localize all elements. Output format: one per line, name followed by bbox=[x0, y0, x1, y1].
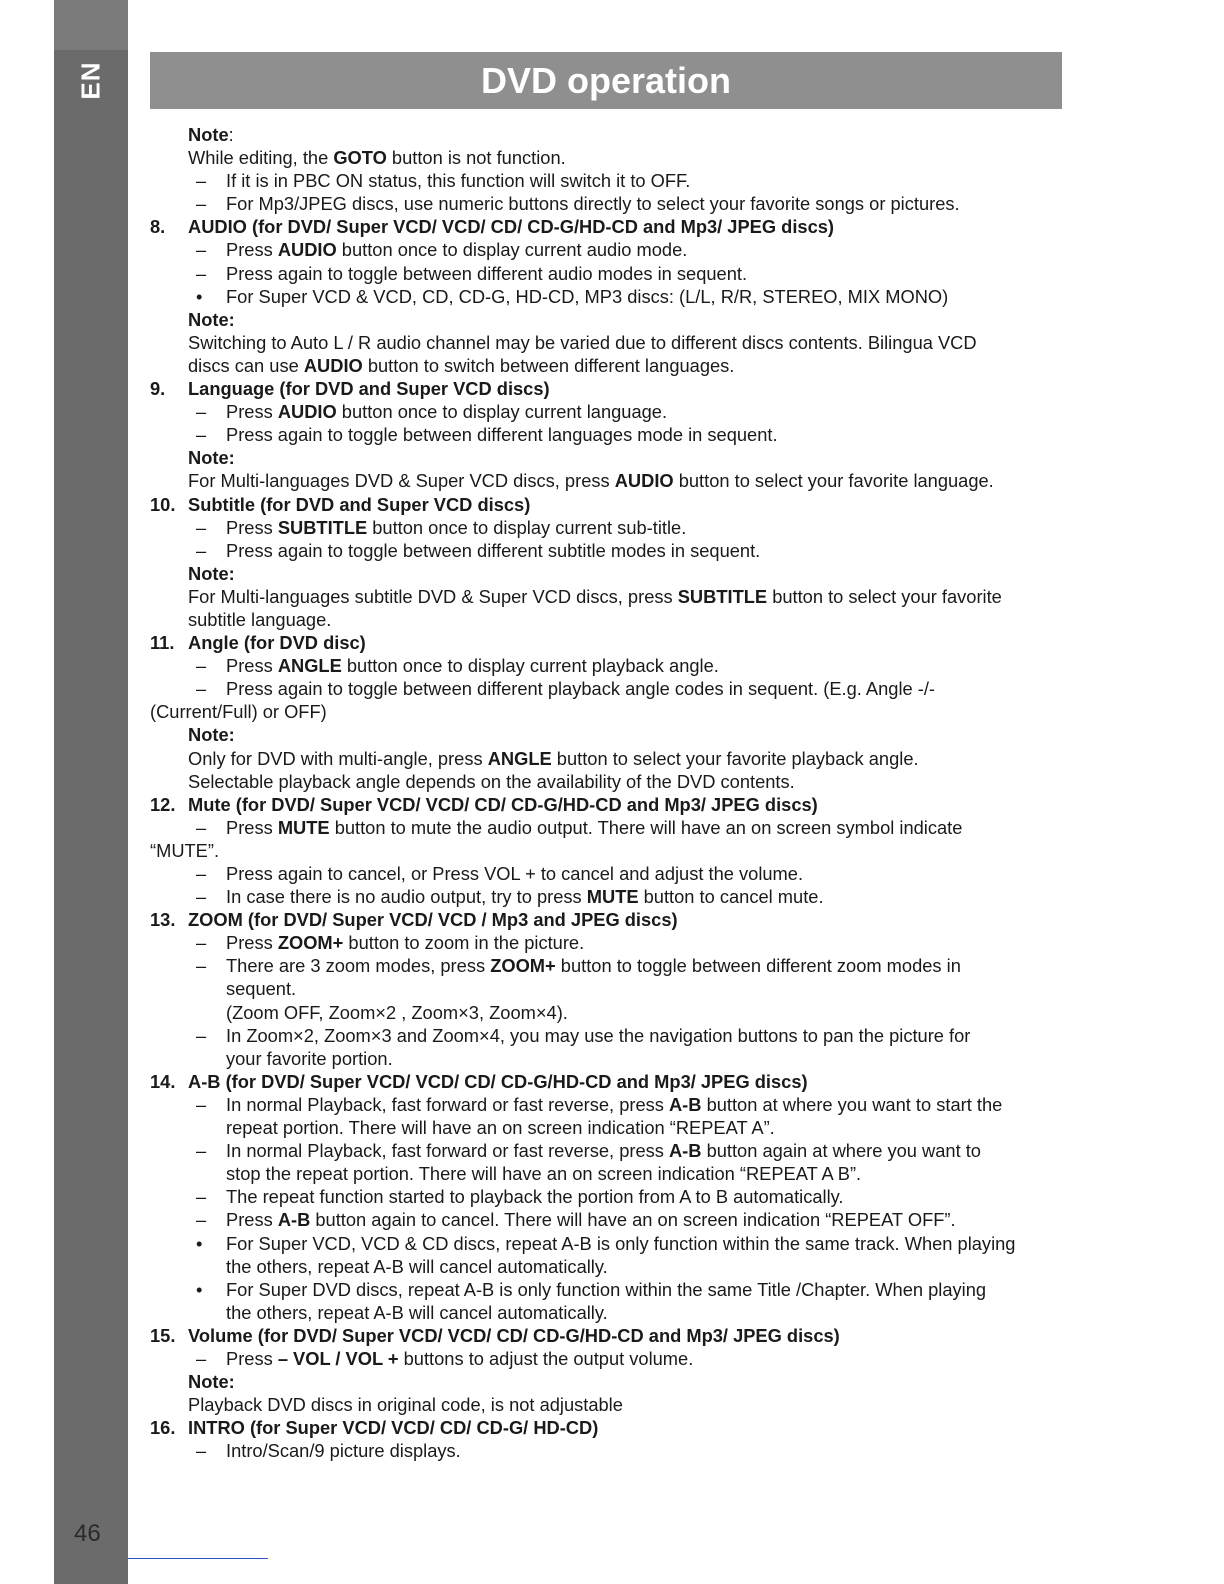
list-item: – There are 3 zoom modes, press ZOOM+ button to toggle between different zoom modes in bbox=[196, 955, 961, 977]
list-item-continuation: (Zoom OFF, Zoom×2 , Zoom×3, Zoom×4). bbox=[226, 1001, 568, 1023]
section-heading: 11. Angle (for DVD disc) bbox=[150, 632, 366, 654]
note-text: Switching to Auto L / R audio channel may be varied due to different discs contents. Bilingua VCD bbox=[188, 331, 977, 353]
list-item-continuation: sequent. bbox=[226, 978, 297, 1000]
note-label: Note: bbox=[188, 562, 235, 584]
list-item: – Press again to cancel, or Press VOL + to cancel and adjust the volume. bbox=[196, 863, 804, 884]
list-item: – Press A-B button again to cancel. There will have an on screen indication “REPEAT OFF”. bbox=[196, 1209, 956, 1231]
footer-rule bbox=[128, 1558, 268, 1559]
list-item: – Intro/Scan/9 picture displays. bbox=[196, 1440, 461, 1462]
side-bar-top bbox=[54, 0, 128, 50]
list-item: • For Super VCD & VCD, CD, CD-G, HD-CD, MP3 discs: (L/L, R/R, STEREO, MIX MONO) bbox=[196, 285, 949, 307]
section-heading: 14. A-B (for DVD/ Super VCD/ VCD/ CD/ CD-G/HD-CD and Mp3/ JPEG discs) bbox=[150, 1070, 808, 1092]
note-text: Selectable playback angle depends on the availability of the DVD contents. bbox=[188, 770, 795, 792]
list-item-continuation: the others, repeat A-B will cancel automatically. bbox=[226, 1255, 608, 1277]
section-heading: 8. AUDIO (for DVD/ Super VCD/ VCD/ CD/ CD-G/HD-CD and Mp3/ JPEG discs) bbox=[150, 216, 834, 238]
list-item-continuation: “MUTE”. bbox=[150, 839, 220, 861]
note-text: Playback DVD discs in original code, is not adjustable bbox=[188, 1394, 623, 1416]
note-text: Only for DVD with multi-angle, press ANGLE button to select your favorite playback angle. bbox=[188, 747, 919, 769]
note-text: For Multi-languages DVD & Super VCD discs, press AUDIO button to select your favorite language. bbox=[188, 470, 994, 492]
list-item-continuation: (Current/Full) or OFF) bbox=[150, 701, 327, 723]
section-heading: 13. ZOOM (for DVD/ Super VCD/ VCD / Mp3 and JPEG discs) bbox=[150, 909, 678, 931]
note-label: Note: bbox=[188, 447, 235, 469]
list-item-continuation: the others, repeat A-B will cancel automatically. bbox=[226, 1301, 608, 1323]
list-item-continuation: repeat portion. There will have an on screen indication “REPEAT A”. bbox=[226, 1117, 775, 1139]
list-item: – Press again to toggle between different audio modes in sequent. bbox=[196, 262, 748, 284]
list-item: – Press SUBTITLE button once to display current sub-title. bbox=[196, 516, 687, 538]
list-item-continuation: stop the repeat portion. There will have an on screen indication “REPEAT A B”. bbox=[226, 1163, 862, 1185]
page-content bbox=[150, 123, 1062, 1462]
list-item: – The repeat function started to playback the portion from A to B automatically. bbox=[196, 1186, 844, 1208]
list-item: – Press again to toggle between different subtitle modes in sequent. bbox=[196, 539, 761, 561]
section-heading: 12. Mute (for DVD/ Super VCD/ VCD/ CD/ CD-G/HD-CD and Mp3/ JPEG discs) bbox=[150, 793, 818, 815]
list-item: – In case there is no audio output, try to press MUTE button to cancel mute. bbox=[196, 886, 824, 908]
section-heading: 10. Subtitle (for DVD and Super VCD discs) bbox=[150, 493, 531, 515]
page-number: 46 bbox=[74, 1520, 101, 1547]
list-item: – If it is in PBC ON status, this function will switch it to OFF. bbox=[196, 170, 691, 192]
list-item: – In normal Playback, fast forward or fast reverse, press A-B button at where you want to start the bbox=[196, 1093, 1003, 1115]
language-tab: EN bbox=[75, 60, 106, 100]
list-item: – Press again to toggle between different languages mode in sequent. bbox=[196, 424, 778, 446]
note-label: Note: bbox=[188, 724, 235, 746]
list-item: – In normal Playback, fast forward or fast reverse, press A-B button again at where you want to bbox=[196, 1140, 981, 1162]
list-item: – Press ANGLE button once to display current playback angle. bbox=[196, 655, 719, 677]
section-heading: 15. Volume (for DVD/ Super VCD/ VCD/ CD/ CD-G/HD-CD and Mp3/ JPEG discs) bbox=[150, 1324, 840, 1346]
list-item-continuation: your favorite portion. bbox=[226, 1047, 393, 1069]
note-text: discs can use AUDIO button to switch between different languages. bbox=[188, 354, 735, 376]
list-item: – Press AUDIO button once to display current audio mode. bbox=[196, 239, 688, 261]
note-label: Note: bbox=[188, 1371, 235, 1393]
note-label: Note: bbox=[188, 124, 234, 145]
list-item: – In Zoom×2, Zoom×3 and Zoom×4, you may use the navigation buttons to pan the picture for bbox=[196, 1024, 971, 1046]
list-item: • For Super DVD discs, repeat A-B is only function within the same Title /Chapter. When playing bbox=[196, 1278, 987, 1300]
section-heading: 16. INTRO (for Super VCD/ VCD/ CD/ CD-G/ HD-CD) bbox=[150, 1417, 599, 1439]
list-item: – Press MUTE button to mute the audio output. There will have an on screen symbol indicate bbox=[196, 816, 963, 838]
page-title: DVD operation bbox=[150, 52, 1062, 109]
note-text: subtitle language. bbox=[188, 608, 332, 630]
list-item: – Press AUDIO button once to display current language. bbox=[196, 401, 668, 423]
note-text: For Multi-languages subtitle DVD & Super VCD discs, press SUBTITLE button to select your favorite bbox=[188, 585, 1002, 607]
list-item: – Press – VOL / VOL + buttons to adjust the output volume. bbox=[196, 1347, 694, 1369]
note-text: While editing, the GOTO button is not function. bbox=[188, 147, 566, 169]
list-item: • For Super VCD, VCD & CD discs, repeat A-B is only function within the same track. When playing bbox=[196, 1232, 1016, 1254]
list-item: – For Mp3/JPEG discs, use numeric buttons directly to select your favorite songs or pictures. bbox=[196, 193, 960, 215]
note-label: Note: bbox=[188, 308, 235, 330]
section-heading: 9. Language (for DVD and Super VCD discs) bbox=[150, 378, 550, 400]
side-bar bbox=[54, 0, 128, 1584]
list-item: – Press again to toggle between different playback angle codes in sequent. (E.g. Angle -/- bbox=[196, 678, 936, 700]
list-item: – Press ZOOM+ button to zoom in the picture. bbox=[196, 932, 585, 954]
